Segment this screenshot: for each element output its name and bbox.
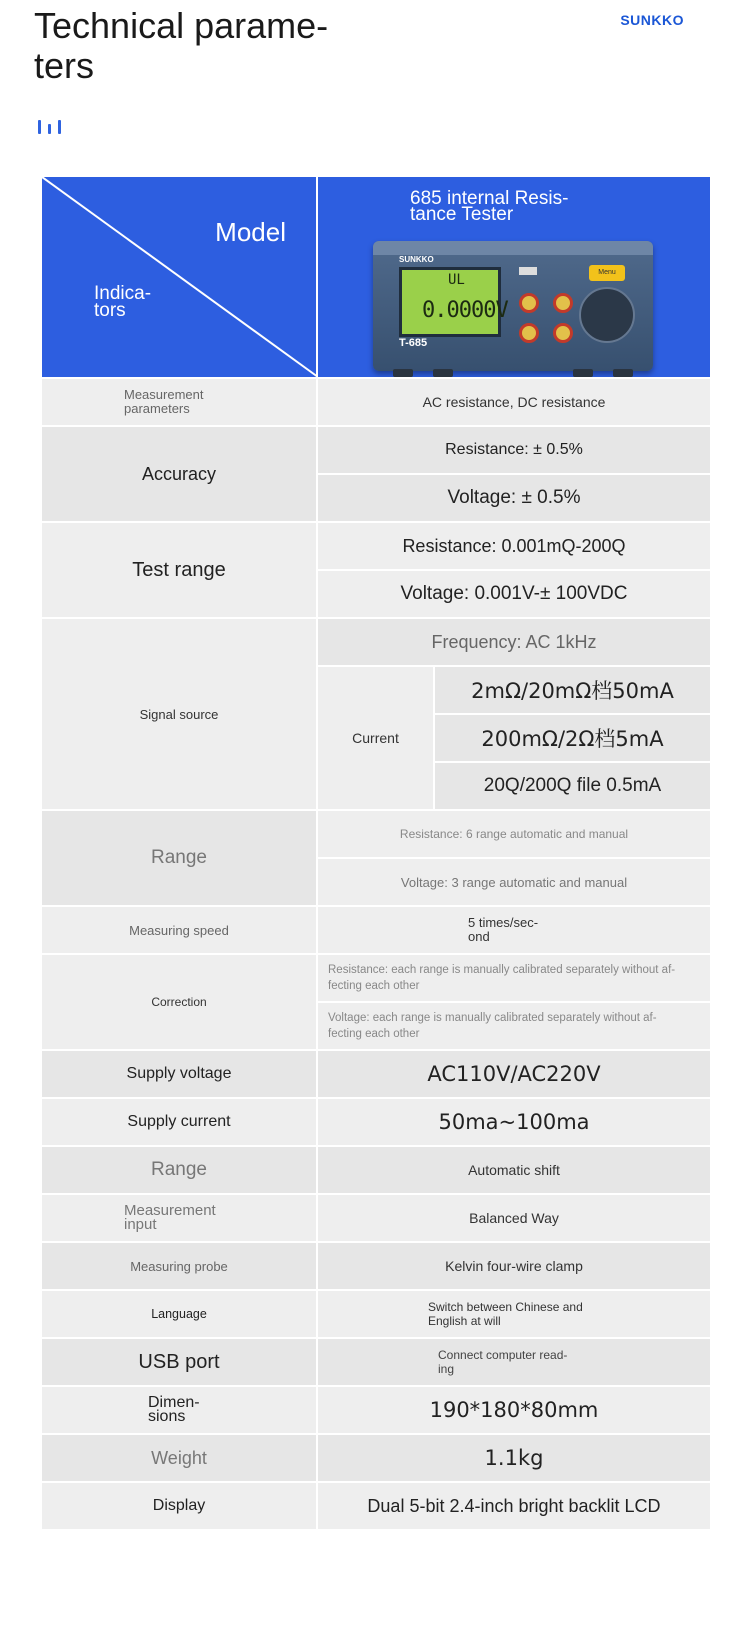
indicators-label: Indica- tors: [94, 283, 152, 321]
measurement-parameters-value: AC resistance, DC resistance: [317, 378, 711, 426]
display-label: Display: [41, 1482, 317, 1530]
display-value: Dual 5-bit 2.4-inch bright backlit LCD: [317, 1482, 711, 1530]
weight-label: Weight: [41, 1434, 317, 1482]
weight-value: 1.1kg: [317, 1434, 711, 1482]
dimensions-value: 190*180*80mm: [317, 1386, 711, 1434]
current-range-2: 200mΩ/2Ω档5mA: [434, 714, 711, 762]
device-brand: SUNKKO: [399, 255, 434, 264]
model-label: Model: [215, 217, 286, 247]
test-range-voltage: Voltage: 0.001V-± 100VDC: [317, 570, 711, 618]
measurement-parameters-label: Measurement parameters: [41, 378, 317, 426]
supply-voltage-value: AC110V/AC220V: [317, 1050, 711, 1098]
range-shift-value: Automatic shift: [317, 1146, 711, 1194]
test-range-label: Test range: [41, 522, 317, 618]
signal-source-label: Signal source: [41, 618, 317, 810]
terminal-icon: [519, 293, 539, 313]
range-voltage: Voltage: 3 range automatic and manual: [317, 858, 711, 906]
terminal-icon: [519, 323, 539, 343]
current-label: Current: [317, 666, 434, 810]
current-range-1: 2mΩ/20mΩ档50mA: [434, 666, 711, 714]
accuracy-resistance: Resistance: ± 0.5%: [317, 426, 711, 474]
supply-current-label: Supply current: [41, 1098, 317, 1146]
product-title: 685 internal Resis- tance Tester: [410, 188, 569, 225]
terminal-icon: [553, 293, 573, 313]
brand-logo: SUNKKO: [620, 12, 684, 28]
usb-port-label: USB port: [41, 1338, 317, 1386]
correction-label: Correction: [41, 954, 317, 1050]
diagonal-line: [42, 177, 317, 377]
range-shift-label: Range: [41, 1146, 317, 1194]
supply-voltage-label: Supply voltage: [41, 1050, 317, 1098]
accuracy-voltage: Voltage: ± 0.5%: [317, 474, 711, 522]
measurement-input-value: Balanced Way: [317, 1194, 711, 1242]
usb-port-value: Connect computer read- ing: [317, 1338, 711, 1386]
test-range-resistance: Resistance: 0.001mQ-200Q: [317, 522, 711, 570]
decorative-bars: [38, 120, 61, 134]
header-corner-cell: [41, 176, 317, 378]
correction-resistance: Resistance: each range is manually calibrated separately without af- fecting each other: [317, 954, 711, 1002]
terminal-icon: [553, 323, 573, 343]
usb-port-icon: [519, 267, 537, 275]
range-label: Range: [41, 810, 317, 906]
measuring-speed-value: 5 times/sec- ond: [317, 906, 711, 954]
language-label: Language: [41, 1290, 317, 1338]
signal-frequency: Frequency: AC 1kHz: [317, 618, 711, 666]
supply-current-value: 50ma~100ma: [317, 1098, 711, 1146]
measuring-speed-label: Measuring speed: [41, 906, 317, 954]
language-value: Switch between Chinese and English at will: [317, 1290, 711, 1338]
measuring-probe-value: Kelvin four-wire clamp: [317, 1242, 711, 1290]
device-menu-button: Menu: [589, 265, 625, 281]
current-range-3: 20Q/200Q file 0.5mA: [434, 762, 711, 810]
page-title: Technical parame- ters: [34, 5, 329, 86]
device-model: T-685: [399, 337, 428, 349]
device-lcd: UL 0.0000V: [399, 267, 501, 337]
spec-table: [40, 175, 712, 1531]
header-product-cell: [317, 176, 711, 378]
device-image: [373, 241, 653, 371]
range-resistance: Resistance: 6 range automatic and manual: [317, 810, 711, 858]
spec-table-container: [40, 175, 710, 1531]
correction-voltage: Voltage: each range is manually calibrated separately without af- fecting each other: [317, 1002, 711, 1050]
measurement-input-label: Measurement input: [41, 1194, 317, 1242]
dimensions-label: Dimen- sions: [41, 1386, 317, 1434]
measuring-probe-label: Measuring probe: [41, 1242, 317, 1290]
accuracy-label: Accuracy: [41, 426, 317, 522]
device-dpad: [579, 287, 635, 343]
